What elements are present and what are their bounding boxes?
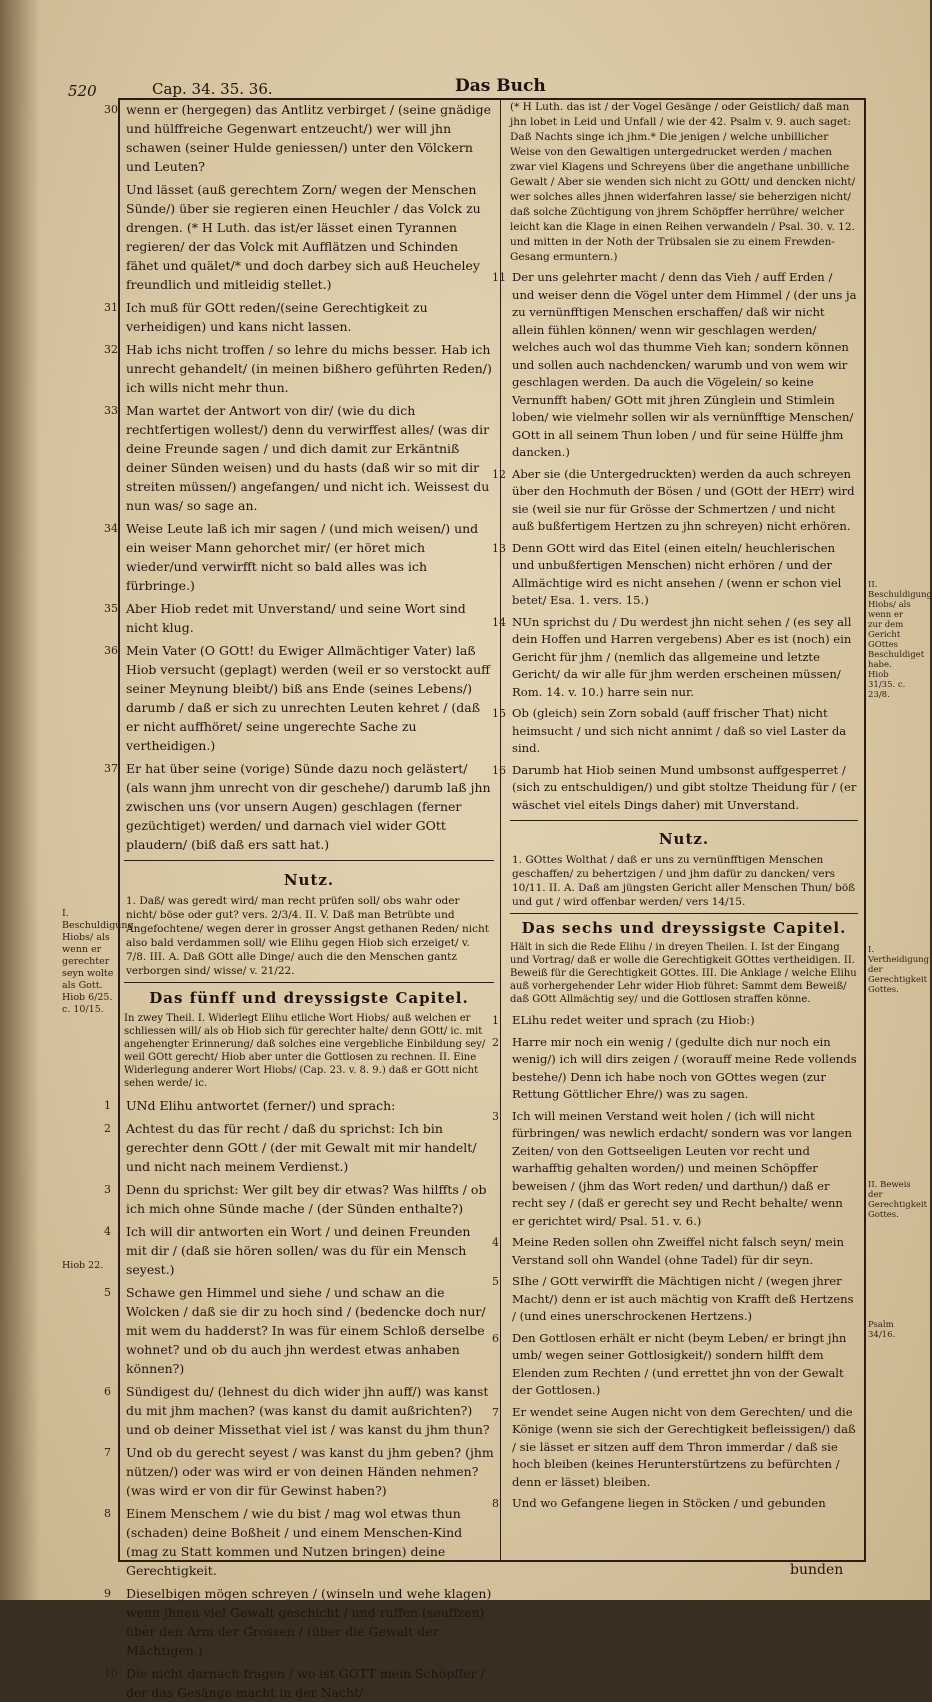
verse-number: 1: [492, 1014, 499, 1027]
verse-text: UNd Elihu antwortet (ferner/) und sprach:: [126, 1098, 396, 1113]
verse: [104, 1119, 494, 1176]
verse-text: Man wartet der Antwort von dir/ (wie du dich rechtfertigen wollest/) denn du verwirffest alles/ (was dir deine Freunde sagen / und dich damit zur Erkäntniß deiner Sünden weisen) und du hasts (daß wir so mit dir streiten müssen/) angefangen/ und nicht ich. Weissest du nun was/ so sage an.: [126, 403, 490, 513]
verse: [104, 100, 494, 176]
verse-number: 5: [492, 1275, 499, 1288]
verse-number: 6: [492, 1331, 499, 1345]
verse: [104, 759, 494, 854]
verse-text: Mein Vater (O GOtt! du Ewiger Allmächtiger Vater) laß Hiob versucht (geplagt) werden (weil er so verstockt auff seiner Meynung bleibt/) biß ans Ende (seines Lebens/) darumb / daß er sich zu unrechten Leuten kehret / (daß er nicht auffhöret/ seine ungerechte Sache zu vertheidigen.): [126, 643, 491, 753]
verse: [492, 762, 858, 815]
verse-number: 16: [492, 763, 506, 777]
verse-text: Ich will meinen Verstand weit holen / (ich will nicht fürbringen/ was newlich erdacht/ sondern was vor langen Zeiten/ von den Gottseeligen Leuten vor recht und warhafftig gehalten worden/) und meinen Schöpffer beweisen / (jhm das Wort reden/ und darthun/) daß er recht sey / (daß er gerecht sey und Recht behalte/ wenn er gerichtet wird/ Psal. 51. v. 6.): [512, 1108, 852, 1228]
verse-text: Den Gottlosen erhält er nicht (beym Leben/ er bringt jhn umb/ wegen seiner Gottlosigkeit/) sondern hilfft dem Elenden zum Rechten / (und errettet jhn von der Gewalt der Gottlosen.): [512, 1330, 847, 1397]
verse: [104, 1222, 494, 1279]
verse-text: Achtest du das für recht / daß du sprichst: Ich bin gerechter denn GOtt / (der mit Gewalt mit mir handelt/ und nicht nach meinem Verdienst.): [126, 1121, 477, 1174]
verse-number: 12: [492, 467, 506, 481]
margin-note-left-2: Hiob 22.: [62, 1260, 104, 1271]
verse-number: 10: [104, 1667, 118, 1680]
verse-number: 4: [492, 1236, 499, 1249]
verse-text: Denn GOtt wird das Eitel (einen eiteln/ heuchlerischen und unbußfertigen Menschen) nicht erhören / und der Allmächtige wird es nicht ansehen / (wenn er schon viel betet/ Esa. 1. vers. 15.): [512, 540, 842, 607]
verse-number: 11: [492, 271, 506, 284]
nutz-text: 1. Daß/ was geredt wird/ man recht prüfen soll/ obs wahr oder nicht/ böse oder gut? vers. 2/3/4. II. V. Daß man Betrübte und Angefochtene/ wegen derer in grosser Angst gethanen Reden/ nicht also bald verdammen soll/ wie Elihu gegen Hiob sich erzeiget/ v. 7/8. III. A. Daß GOtt alle Dinge/ auch die den Menschen gantz verborgen sind/ wisse/ v. 21/22.: [126, 895, 489, 977]
catchword: bunden: [790, 1562, 844, 1578]
verse: [492, 1034, 858, 1104]
verse-text: Ob (gleich) sein Zorn sobald (auff frischer That) nicht heimsucht / und sich nicht annimt / daß so viel Laster da sind.: [512, 706, 847, 755]
verse-number: 33: [104, 404, 118, 417]
verse: [104, 1504, 494, 1580]
verse: [104, 298, 494, 336]
nutz-heading: Nutz.: [283, 871, 335, 889]
column-divider: [500, 98, 501, 1560]
verse-number: 36: [104, 644, 118, 657]
verse-text: Er wendet seine Augen nicht von dem Gerechten/ und die Könige (wenn sie sich der Gerechtigkeit befleissigen/) daß / sie lässet er sitzen auff dem Thron immerdar / daß sie hoch bleiben (keines Herunterstürtzens zu befürchten / denn er lässet) bleiben.: [512, 1404, 856, 1489]
margin-note-left-1: I. Beschuldigung Hiobs/ als wenn er gerechter seyn wolte als Gott. Hiob 6/25. c. 10/15.: [62, 908, 134, 1015]
verse-number: 32: [104, 343, 118, 356]
verse-number: 1: [104, 1099, 111, 1112]
verse: [104, 1584, 494, 1660]
chapter-35-verses-cont: [492, 269, 858, 814]
verse-number: 3: [492, 1109, 499, 1123]
margin-note-right-3: II. Beweis der Gerechtigkeit Gottes.: [868, 1180, 928, 1220]
chapter-35-verses: [104, 1096, 494, 1702]
verse-number: 31: [104, 301, 118, 314]
verse-text: ELihu redet weiter und sprach (zu Hiob:): [512, 1013, 755, 1027]
verse: [104, 340, 494, 397]
verse-text: Aber Hiob redet mit Unverstand/ und seine Wort sind nicht klug.: [126, 601, 466, 635]
page-number: 520: [68, 82, 97, 100]
verse-number: 2: [492, 1035, 499, 1049]
verse-text: Er hat über seine (vorige) Sünde dazu noch gelästert/ (als wann jhm unrecht von dir geschehe/) darumb laß jhn zwischen uns (vor unsern Augen) geschlagen (ferner gezüchtiget) werden/ und darnach viel wider GOtt plaudern/ (biß daß ers satt hat.): [126, 761, 491, 852]
verse-text: Hab ichs nicht troffen / so lehre du michs besser. Hab ich unrecht gehandelt/ (in meinen bißhero geführten Reden/) ich wills nicht mehr thun.: [126, 342, 492, 395]
nutz-box-ch35: [510, 820, 858, 914]
nutz-heading-2: Nutz.: [658, 830, 710, 848]
nutz-box-ch34: [124, 860, 494, 983]
verse-number: 7: [104, 1446, 111, 1459]
verse-text: Sündigest du/ (lehnest du dich wider jhn auff/) was kanst du mit jhm machen? (was kanst du damit außrichten?) und ob deiner Missethat viel ist / was kanst du jhm thun?: [126, 1384, 490, 1437]
verse: [492, 1330, 858, 1400]
verse-number: 15: [492, 707, 506, 720]
verse: [104, 1283, 494, 1378]
verse: [104, 1180, 494, 1218]
verse: [492, 269, 858, 462]
verse-number: 30: [104, 103, 118, 116]
verse: [492, 1234, 858, 1269]
book-title: Das Buch: [455, 76, 546, 96]
verse: [492, 1495, 858, 1513]
chapter-34-verses: [104, 100, 494, 854]
verse: [492, 705, 858, 758]
verse: [104, 401, 494, 515]
verse: [104, 1443, 494, 1500]
margin-note-right-2: I. Vertheidigung der Gerechtigkeit Gottes.: [868, 945, 930, 995]
verse-text: wenn er (hergegen) das Antlitz verbirget / (seine gnädige und hülffreiche Gegenwart entzeucht/) wer will jhn schawen (seiner Hulde geniessen/) unter den Völckern und Leuten?: [126, 102, 492, 174]
left-column: [104, 100, 494, 1700]
margin-note-right-4: Psalm 34/16.: [868, 1320, 896, 1340]
verse-text: Dieselbigen mögen schreyen / (winseln und wehe klagen) wenn jhnen viel Gewalt geschicht / und ruffen (seuffzen) über den Arm der Grossen / (über die Gewalt der Mächtigen.): [126, 1586, 492, 1658]
margin-note-right-1: II. Beschuldigung Hiobs/ als wenn er zur dem Gericht GOttes Beschuldiget habe. Hiob 31/35. c. 23/8.: [868, 580, 932, 700]
verse: [104, 599, 494, 637]
verse-text: Einem Menschem / wie du bist / mag wol etwas thun (schaden) deine Boßheit / und einem Menschen-Kind (mag zu Statt kommen und Nutzen bringen) deine Gerechtigkeit.: [126, 1506, 463, 1578]
verse-text: Darumb hat Hiob seinen Mund umbsonst auffgesperret / (sich zu entschuldigen/) und gibt stoltze Theidung für / (er wäschet viel eitels Dings daher) mit Unverstand.: [512, 762, 857, 812]
verse-text: Schawe gen Himmel und siehe / und schaw an die Wolcken / daß sie dir zu hoch sind / (bedencke doch nur/ mit wem du hadderst? In was für einem Schloß derselbe wohnet? und ob du auch jhn werdest etwas anhaben können?): [126, 1285, 486, 1376]
verse-text: Aber sie (die Untergedruckten) werden da auch schreyen über den Hochmuth der Bösen / und (GOtt der HErr) wird sie (weil sie nur für Grösse der Schmertzen / und nicht auß bußfertigem Hertzen zu jhn schreyen) nicht erhören.: [512, 466, 855, 533]
verse-number: 35: [104, 602, 118, 615]
chapter-36-heading: Das sechs und dreyssigste Capitel.: [521, 918, 847, 937]
nutz-text-2: 1. GOttes Wolthat / daß er uns zu vernünfftigen Menschen geschaffen/ zu behertzigen / und jhm dafür zu dancken/ vers 10/11. II. A. Daß am jüngsten Gericht aller Menschen Thun/ böß und gut / wird offenbar werden/ vers 14/15.: [512, 853, 856, 908]
verse: [104, 1664, 494, 1702]
verse-text: Denn du sprichst: Wer gilt bey dir etwas? Was hilffts / ob ich mich ohne Sünde mache / (der Sünden enthalte?): [126, 1182, 487, 1216]
verse: [492, 1012, 858, 1030]
verse-number: 34: [104, 522, 118, 535]
verse-number: 3: [104, 1183, 111, 1196]
verse-number: 6: [104, 1385, 111, 1398]
verse-text: Und lässet (auß gerechtem Zorn/ wegen der Menschen Sünde/) über sie regieren einen Heuchler / das Volck zu drengen. (* H Luth. das ist/er lässet einen Tyrannen regieren/ der das Volck mit Aufflätzen und Schinden fähet und quälet/* und doch darbey sich auß Heucheley freundlich und mitleidig stellet.): [126, 182, 481, 292]
verse: [124, 180, 494, 294]
verse-text: SIhe / GOtt verwirfft die Mächtigen nicht / (wegen jhrer Macht/) denn er ist auch mächtig von Krafft deß Hertzens / (und eines unerschrockenen Hertzens.): [512, 1274, 854, 1323]
verse-number: 2: [104, 1122, 111, 1135]
verse: [104, 1096, 494, 1115]
verse: [104, 519, 494, 595]
verse: [492, 466, 858, 536]
chapter-reference: Cap. 34. 35. 36.: [152, 80, 273, 98]
verse: [492, 614, 858, 702]
verse-number: 37: [104, 762, 118, 775]
chapter-35-heading: Das fünff und dreyssigste Capitel.: [149, 989, 469, 1007]
verse-text: Der uns gelehrter macht / denn das Vieh / auff Erden / und weiser denn die Vögel unter dem Himmel / (der uns ja zu vernünfftigen Menschen erschaffen/ daß wir nicht allein fühlen können/ wenn wir geschlagen werden/ welches auch wol das thumme Vieh kan; sondern können und sollen auch nachdencken/ warumb und von wem wir geschlagen werden. Da auch die Vögelein/ so keine Vernunfft haben/ GOtt mit jhren Zünglein und Stimlein loben/ wie vielmehr sollen wir als vernünfftige Menschen/ GOtt in all seinem Thun loben / und für seine Hülffe jhm dancken.): [512, 270, 857, 459]
verse-text: Und wo Gefangene liegen in Stöcken / und gebunden: [512, 1496, 826, 1510]
verse-number: 13: [492, 541, 506, 555]
verse: [492, 1404, 858, 1492]
verse-number: 9: [104, 1587, 111, 1600]
verse-number: 8: [104, 1507, 111, 1520]
verse: [104, 1382, 494, 1439]
verse: [492, 1108, 858, 1231]
right-column: [492, 100, 858, 1552]
chapter-36-verses: [492, 1012, 858, 1513]
verse-number: 5: [104, 1286, 111, 1299]
verse: [492, 540, 858, 610]
verse-text: Ich muß für GOtt reden/(seine Gerechtigkeit zu verheidigen) und kans nicht lassen.: [126, 300, 428, 334]
verse-text: Harre mir noch ein wenig / (gedulte dich nur noch ein wenig/) ich will dirs zeigen / (worauff meine Rede vollends bestehe/) Denn ich habe noch von GOttes wegen (zur Rettung Göttlicher Ehre/) was zu sagen.: [512, 1034, 857, 1101]
verse-text: Weise Leute laß ich mir sagen / (und mich weisen/) und ein weiser Mann gehorchet mir/ (er höret mich wieder/und verwirfft nicht so bald alles was ich fürbringe.): [126, 521, 479, 593]
verse-text: Die nicht darnach fragen / wo ist GOTT mein Schöpffer / der das Gesänge macht in der Nacht/: [126, 1666, 485, 1700]
verse: [104, 641, 494, 755]
verse-text: Und ob du gerecht seyest / was kanst du jhm geben? (jhm nützen/) oder was wird er von deinen Händen nehmen? (was wird er von dir für Gewinst haben?): [126, 1445, 494, 1498]
verse-number: 8: [492, 1497, 499, 1510]
verse-text: Ich will dir antworten ein Wort / und deinen Freunden mit dir / (daß sie hören sollen/ was du für ein Mensch seyest.): [126, 1224, 471, 1277]
chapter-36-summary: Hält in sich die Rede Elihu / in dreyen Theilen. I. Ist der Eingang und Vortrag/ daß er wolle die Gerechtigkeit GOttes vertheidigen. II. Beweiß für die Gerechtigkeit GOttes. III. Die Anklage / welche Elihu auß vorhergehender Lehr wider Hiob führet: Sammt dem Beweiß/ daß GOtt Allmächtig sey/ und die Gottlosen straffen könne.: [510, 942, 857, 1005]
verse-number: 14: [492, 615, 506, 629]
verse-number: 4: [104, 1225, 111, 1238]
verse-number: 7: [492, 1405, 499, 1419]
verse: [492, 1273, 858, 1326]
verse-text: NUn sprichst du / Du werdest jhn nicht sehen / (es sey all dein Hoffen und Harren vergebens) Aber es ist (noch) ein Gericht für jhm / (nemlich das allgemeine und letzte Gericht/ da wir alle für jhm werden erscheinen müssen/ Rom. 14. v. 10.) harre sein nur.: [512, 614, 852, 699]
gloss-continuation: (* H Luth. das ist / der Vogel Gesänge / oder Geistlich/ daß man jhn lobet in Leid und Unfall / wie der 42. Psalm v. 9. auch saget: Daß Nachts singe ich jhm.* Die jenigen / welche unbillicher Weise von den Gewaltigen untergedrucket werden / machen zwar viel Klagens und Schreyens über die angethane unbilliche Gewalt / Aber sie wenden sich nicht zu GOtt/ und dencken nicht/ wer solches alles jhnen widerfahren lasse/ sie beherzigen nicht/ daß solche Züchtigung von jhrem Schöpffer herrühre/ welcher leicht kan die Klage in einen Reihen verwandeln / Psal. 30. v. 12. und mitten in der Noth der Trübsalen sie zu einem Frewden-Gesang ermuntern.): [510, 101, 856, 263]
spine-shadow: [0, 0, 40, 1600]
verse-text: Meine Reden sollen ohn Zweiffel nicht falsch seyn/ mein Verstand soll ohn Wandel (ohne Tadel) für dir seyn.: [512, 1235, 844, 1267]
chapter-35-summary: In zwey Theil. I. Widerlegt Elihu etliche Wort Hiobs/ auß welchen er schliessen will/ als ob Hiob sich für gerechter halte/ denn GOtt/ ic. mit angehengter Erinnerung/ daß solches eine vergebliche Einbildung sey/ weil GOtt gerecht/ Hiob aber unter die Gottlosen zu rechnen. II. Eine Widerlegung anderer Wort Hiobs/ (Cap. 23. v. 8. 9.) daß er GOtt nicht sehen werde/ ic.: [124, 1013, 486, 1089]
